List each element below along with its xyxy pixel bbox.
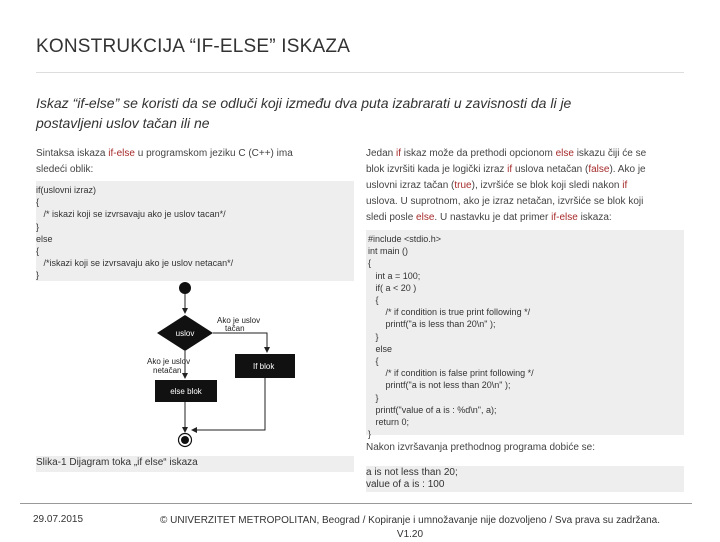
- example-code-line: }: [368, 429, 372, 440]
- example-code-line: {: [368, 258, 372, 269]
- example-code-line: if( a < 20 ): [368, 282, 417, 293]
- program-output-box: [366, 466, 684, 492]
- syntax-description: [36, 146, 354, 178]
- keyword: if: [507, 164, 513, 175]
- text: uslovni izraz tačan (: [366, 180, 455, 191]
- example-code-line: int main (): [368, 246, 409, 257]
- explanation-line-3: [366, 178, 684, 194]
- output-line-1: a is not less than 20;: [366, 467, 458, 478]
- output-line-2: value of a is : 100: [366, 479, 445, 490]
- explanation-text: [366, 146, 684, 226]
- example-code-line: printf("a is less than 20\n" );: [368, 319, 496, 330]
- condition-label: uslov: [175, 329, 195, 338]
- syntax-code-line: /* iskazi koji se izvrsavaju ako je uslov tacan*/: [36, 209, 226, 220]
- example-code-line: }: [368, 331, 379, 342]
- example-code-line: int a = 100;: [368, 270, 421, 281]
- syntax-code-box: [36, 181, 354, 281]
- explanation-line-1: [366, 146, 684, 162]
- example-code-line: /* if condition is true print following */: [368, 307, 531, 318]
- result-label: Nakon izvršavanja prethodnog programa dobiće se:: [366, 442, 596, 453]
- syntax-line-1: [36, 146, 354, 162]
- syntax-code-line: else: [36, 233, 53, 244]
- syntax-code-line: }: [36, 270, 40, 281]
- example-code-line: else: [368, 343, 393, 354]
- text: iskazu čiji će se: [573, 148, 647, 159]
- keyword: true: [454, 180, 472, 191]
- example-code-line: return 0;: [368, 417, 410, 428]
- false-label-line-1: Ako je uslov: [147, 357, 191, 366]
- copyright-line-1: © UNIVERZITET METROPOLITAN, Beograd / Kopiranje i umnožavanje nije dozvoljeno / Sva prava su zadržana.: [160, 515, 660, 526]
- example-code-line: /* if condition is false print following */: [368, 368, 534, 379]
- true-branch-arrow: [213, 333, 267, 352]
- text: . U nastavku je dat primer: [434, 212, 552, 223]
- syntax-code-line: }: [36, 221, 40, 232]
- example-code-box: [366, 230, 684, 440]
- keyword-if-else: if-else: [108, 148, 135, 159]
- syntax-text: Sintaksa iskaza: [36, 148, 109, 159]
- text: Jedan: [366, 148, 397, 159]
- else-block-label: else blok: [170, 387, 202, 396]
- text: ). Ako je: [609, 164, 646, 175]
- keyword: false: [588, 164, 610, 175]
- keyword: if: [396, 148, 402, 159]
- text: uslova netačan (: [512, 164, 589, 175]
- start-node: [179, 282, 191, 294]
- true-label-line-2: tačan: [225, 324, 245, 333]
- syntax-code-line: {: [36, 197, 40, 208]
- intro-text: [36, 93, 676, 133]
- syntax-code-line: if(uslovni izraz): [36, 185, 97, 195]
- syntax-text: u programskom jeziku C (C++) ima: [134, 148, 293, 159]
- explanation-line-4: uslova. U suprotnom, ako je izraz netačan, izvršiće se blok koji: [366, 196, 644, 207]
- text: sledi posle: [366, 212, 417, 223]
- example-code-line: {: [368, 295, 379, 306]
- example-code-line: {: [368, 356, 379, 367]
- keyword: if-else: [551, 212, 578, 223]
- footer-date: 29.07.2015: [33, 514, 84, 525]
- figure-caption: Slika-1 Dijagram toka „if else“ iskaza: [36, 456, 354, 472]
- text: iskaz može da prethodi opcionom: [401, 148, 556, 159]
- example-code-line: }: [368, 392, 379, 403]
- true-label-line-1: Ako je uslov: [217, 316, 261, 325]
- keyword: else: [416, 212, 435, 223]
- if-block-label: If blok: [253, 362, 275, 371]
- copyright-line-2: V1.20: [396, 529, 424, 540]
- footer-divider: [20, 503, 692, 504]
- syntax-line-2: sledeći oblik:: [36, 164, 94, 175]
- flowchart-diagram: [140, 280, 300, 452]
- end-node: [181, 436, 189, 444]
- keyword: else: [555, 148, 574, 159]
- text: blok izvršiti kada je logički izraz: [366, 164, 508, 175]
- keyword: if: [622, 180, 628, 191]
- example-code-line: printf("a is not less than 20\n" );: [368, 380, 511, 391]
- false-label-line-2: netačan: [153, 366, 182, 375]
- intro-line-2: postavljeni uslov tačan ili ne: [36, 115, 210, 131]
- text: iskaza:: [577, 212, 612, 223]
- example-code-line: #include <stdio.h>: [368, 234, 442, 244]
- page-title: KONSTRUKCIJA “IF-ELSE” ISKAZA: [36, 36, 351, 57]
- intro-line-1: Iskaz “if-else” se koristi da se odluči koji između dva puta izabrarati u zavisnosti da li je: [36, 95, 572, 111]
- example-code-line: printf("value of a is : %d\n", a);: [368, 404, 497, 415]
- title-divider: [36, 72, 684, 73]
- explanation-line-2: [366, 162, 684, 178]
- syntax-code-line: /*iskazi koji se izvrsavaju ako je uslov netacan*/: [36, 258, 234, 269]
- text: ), izvršiće se blok koji sledi nakon: [471, 180, 623, 191]
- footer-copyright: [130, 514, 690, 542]
- explanation-line-5: [366, 210, 684, 226]
- syntax-code-line: {: [36, 246, 40, 257]
